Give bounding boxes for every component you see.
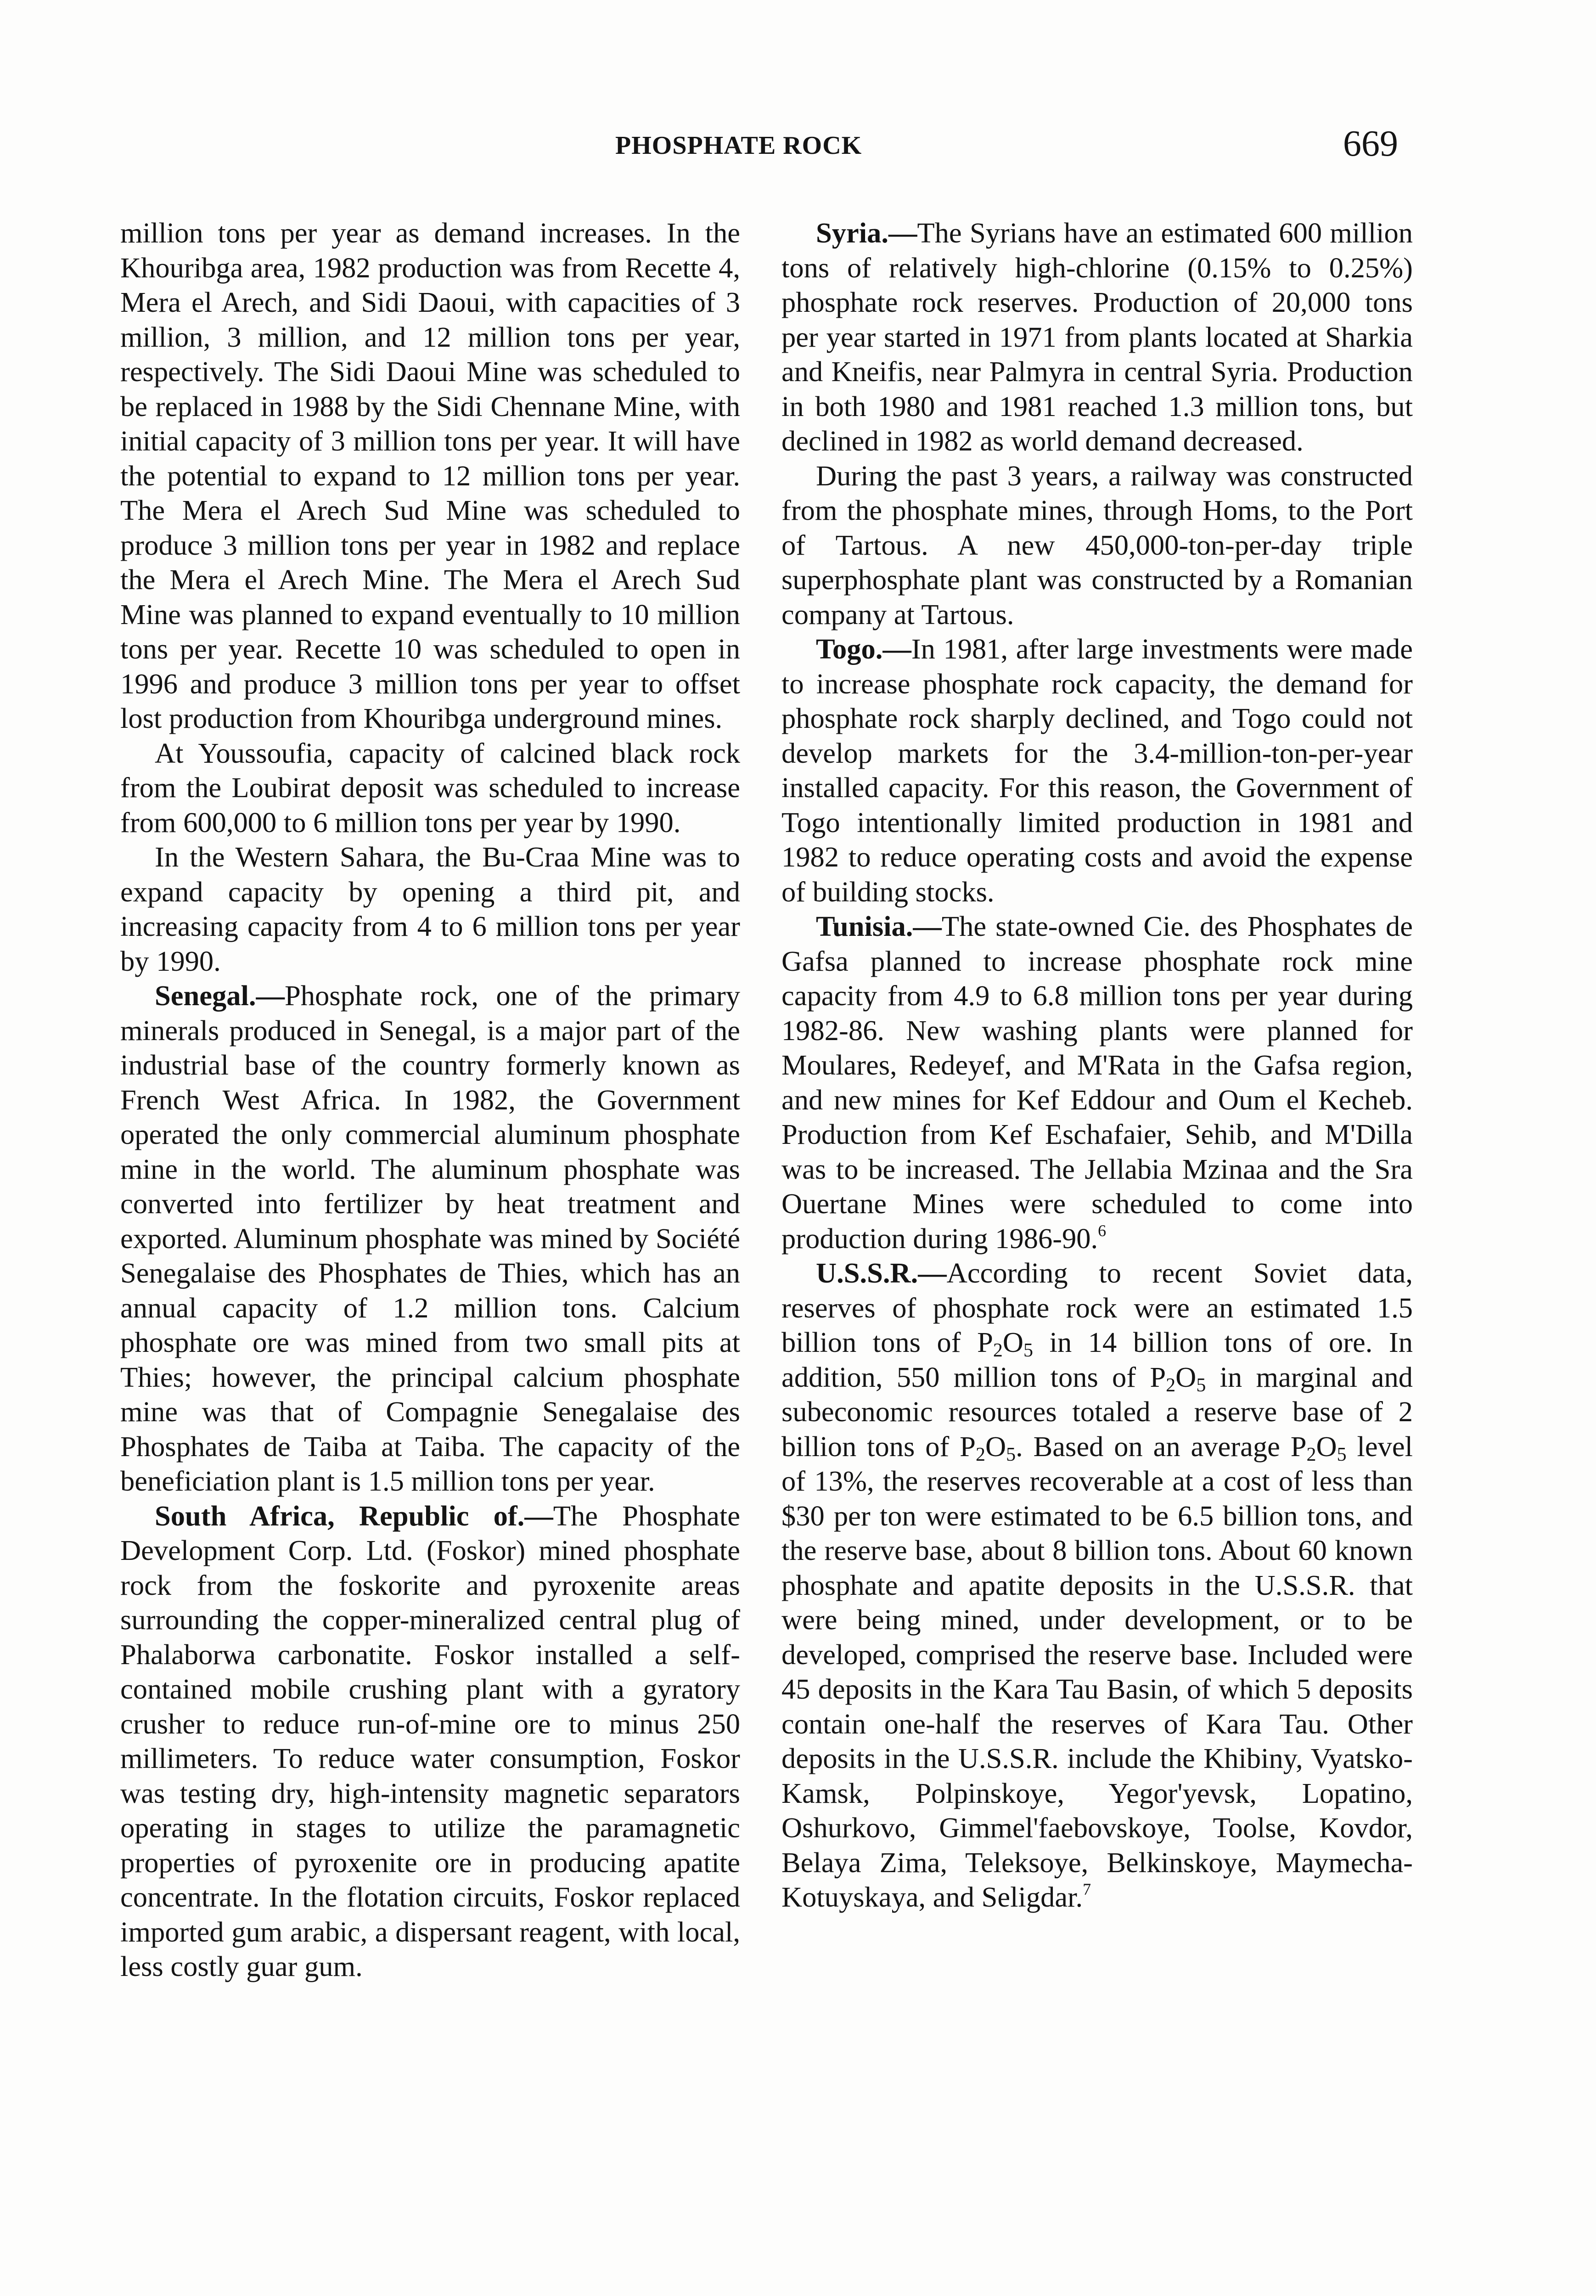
text-ussr-b: O [1002, 1326, 1024, 1358]
text-ussr-h: O [1316, 1430, 1337, 1463]
subscript-2: 2 [1306, 1444, 1316, 1465]
text-ussr-d: O [1175, 1361, 1197, 1393]
paragraph-senegal [120, 979, 740, 1499]
heading-south-africa: South Africa, Republic of.— [155, 1499, 553, 1532]
subscript-2: 2 [1166, 1374, 1176, 1396]
text-ussr-a: According to recent Soviet data, reserves of phosphate rock were an estimated 1.5 billion tons of P [781, 1257, 1413, 1358]
text-togo: In 1981, after large investments were made to increase phosphate rock capacity, the demand for phosphate rock sharply declined, and Togo could not develop markets for the 3.4-million-ton-per-year installed capacity. For this reason, the Government of Togo intentionally limited production in 1981 and 1982 to reduce operating costs and avoid the expense of building stocks. [781, 633, 1413, 908]
paragraph-khouribga: million tons per year as demand increases. In the Khouribga area, 1982 production was from Recette 4, Mera el Arech, and Sidi Daoui, with capacities of 3 million, 3 million, and 12 million tons per year, respectively. The Sidi Daoui Mine was scheduled to be replaced in 1988 by the Sidi Chennane Mine, with initial capacity of 3 million tons per year. It will have the potential to expand to 12 million tons per year. The Mera el Arech Sud Mine was scheduled to produce 3 million tons per year in 1982 and replace the Mera el Arech Mine. The Mera el Arech Sud Mine was planned to expand eventually to 10 million tons per year. Recette 10 was scheduled to open in 1996 and produce 3 million tons per year to offset lost production from Khouribga underground mines. [120, 217, 740, 734]
text-ussr-f: O [985, 1430, 1006, 1463]
heading-syria: Syria.— [816, 217, 917, 249]
footnote-ref-7: 7 [1083, 1880, 1091, 1898]
subscript-5: 5 [1337, 1444, 1347, 1465]
heading-togo: Togo.— [816, 633, 911, 665]
paragraph-south-africa [120, 1499, 740, 1984]
text-ussr-g: . Based on an average P [1016, 1430, 1307, 1463]
paragraph-youssoufia: At Youssoufia, capacity of calcined black rock from the Loubirat deposit was scheduled to increase from 600,000 to 6 million tons per year by 1990. [120, 737, 740, 838]
heading-tunisia: Tunisia.— [816, 910, 942, 942]
heading-ussr: U.S.S.R.— [816, 1257, 947, 1289]
paragraph-togo [781, 632, 1413, 909]
text-tunisia: The state-owned Cie. des Phosphates de Gafsa planned to increase phosphate rock mine capacity from 4.9 to 6.8 million tons per year during 1982-86. New washing plants were planned for Moulares, Redeyef, and M'Rata in the Gafsa region, and new mines for Kef Eddour and Oum el Kecheb. Production from Kef Eschafaier, Sehib, and M'Dilla was to be increased. The Jellabia Mzinaa and the Sra Ouertane Mines were scheduled to come into production during 1986-90. [781, 910, 1413, 1255]
text-syria: The Syrians have an estimated 600 million tons of relatively high-chlorine (0.15% to 0.25%) phosphate rock reserves. Production of 20,000 tons per year started in 1971 from plants located at Sharkia and Kneifis, near Palmyra in central Syria. Production in both 1980 and 1981 reached 1.3 million tons, but declined in 1982 as world demand decreased. [781, 217, 1413, 457]
paragraph-ussr [781, 1256, 1413, 1915]
text-ussr-c: in 14 billion tons of ore. In addition, 550 million tons of P [781, 1326, 1413, 1393]
text-ussr-i: level of 13%, the reserves recoverable at a cost of less than $30 per ton were estimated to be 6.5 billion tons, and the reserve base, about 8 billion tons. About 60 known phosphate and apatite deposits in the U.S.S.R. that were being mined, under development, or to be developed, comprised the reserve base. Included were 45 deposits in the Kara Tau Basin, of which 5 deposits contain one-half the reserves of Kara Tau. Other deposits in the U.S.S.R. include the Khibiny, Vyatsko-Kamsk, Polpinskoye, Yegor'yevsk, Lopatino, Oshurkovo, Gimmel'faebovskoye, Toolse, Kovdor, Belaya Zima, Teleksoye, Belkinskoye, Maymecha-Kotuyskaya, and Seligdar. [781, 1430, 1413, 1913]
subscript-2: 2 [993, 1340, 1003, 1361]
subscript-2: 2 [975, 1444, 985, 1465]
text-south-africa: The Phosphate Development Corp. Ltd. (Foskor) mined phosphate rock from the foskorite and pyroxenite areas surrounding the copper-mineralized central plug of Phalaborwa carbonatite. Foskor installed a self-contained mobile crushing plant with a gyratory crusher to reduce run-of-mine ore to minus 250 millimeters. To reduce water consumption, Foskor was testing dry, high-intensity magnetic separators operating in stages to utilize the paramagnetic properties of pyroxenite ore in producing apatite concentrate. In the flotation circuits, Foskor replaced imported gum arabic, a dispersant reagent, with local, less costly guar gum. [120, 1499, 740, 1982]
text-ussr-e: in marginal and subeconomic resources totaled a reserve base of 2 billion tons of P [781, 1361, 1413, 1463]
subscript-5: 5 [1023, 1340, 1034, 1361]
paragraph-tunisia [781, 909, 1413, 1256]
page-number: 669 [1343, 124, 1398, 164]
paragraph-western-sahara: In the Western Sahara, the Bu-Craa Mine was to expand capacity by opening a third pit, and increasing capacity from 4 to 6 million tons per year by 1990. [120, 841, 740, 977]
subscript-5: 5 [1196, 1374, 1206, 1396]
running-head-title: PHOSPHATE ROCK [615, 131, 862, 160]
right-column [781, 216, 1413, 1915]
subscript-5: 5 [1006, 1444, 1016, 1465]
heading-senegal: Senegal.— [155, 979, 285, 1012]
paragraph-syria-railway: During the past 3 years, a railway was constructed from the phosphate mines, through Homs, to the Port of Tartous. A new 450,000-ton-per-day triple superphosphate plant was constructed by a Romanian company at Tartous. [781, 459, 1413, 630]
footnote-ref-6: 6 [1098, 1221, 1107, 1240]
paragraph-syria [781, 216, 1413, 459]
left-column [120, 216, 740, 1984]
text-senegal: Phosphate rock, one of the primary minerals produced in Senegal, is a major part of the industrial base of the country formerly known as French West Africa. In 1982, the Government operated the only commercial aluminum phosphate mine in the world. The aluminum phosphate was converted into fertilizer by heat treatment and exported. Aluminum phosphate was mined by Société Senegalaise des Phosphates de Thies, which has an annual capacity of 1.2 million tons. Calcium phosphate ore was mined from two small pits at Thies; however, the principal calcium phosphate mine was that of Compagnie Senegalaise des Phosphates de Taiba at Taiba. The capacity of the beneficiation plant is 1.5 million tons per year. [120, 979, 740, 1497]
